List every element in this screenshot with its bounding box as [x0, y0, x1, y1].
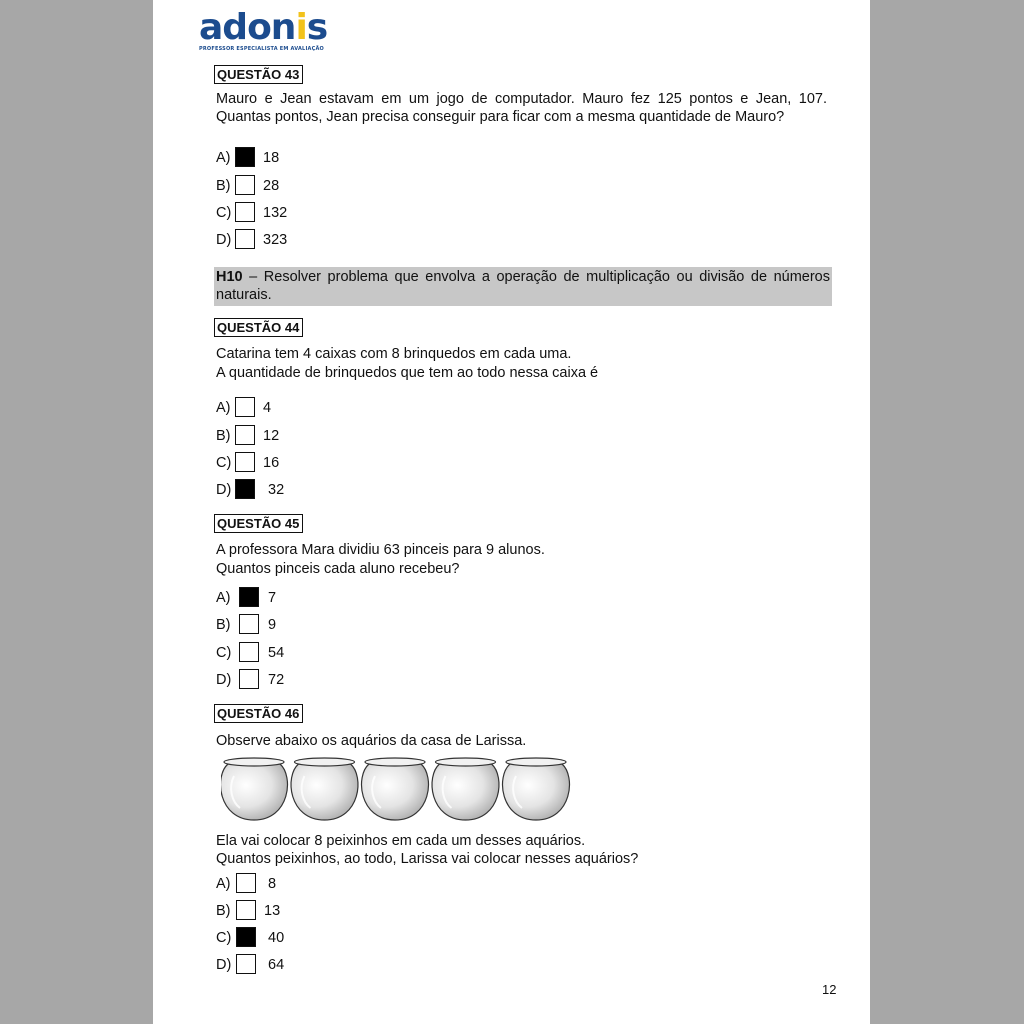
checkbox-marked[interactable]: [236, 927, 256, 947]
checkbox-empty[interactable]: [235, 229, 255, 249]
page-number: 12: [822, 982, 837, 997]
checkbox-marked[interactable]: [235, 147, 255, 167]
skill-code: H10: [216, 269, 243, 285]
aquariums-illustration: [221, 756, 573, 824]
question-45-text-line-2: Quantos pinceis cada aluno recebeu?: [216, 561, 460, 577]
aquarium-bowl-icon: [291, 758, 358, 820]
question-46-label: QUESTÃO 46: [214, 704, 303, 723]
checkbox-empty[interactable]: [235, 175, 255, 195]
aquarium-bowl-icon: [221, 758, 287, 820]
question-44-text-line-1: Catarina tem 4 caixas com 8 brinquedos em cada uma.: [216, 346, 572, 362]
question-45-label: QUESTÃO 45: [214, 514, 303, 533]
document-page: adonis PROFESSOR ESPECIALISTA EM AVALIAÇÃO QUESTÃO 43 Mauro e Jean estavam em um jogo de computador. Mauro fez 125 pontos e Jean, 107. Quantas pontos, Jean precisa conseguir para ficar com a mesma quantidade de Mauro? A) 18 B) 28 C) 132 D) 323 H10 – Resolver problema que envolva a operação de multiplicação ou divisão de números naturais. QUESTÃO 44 Catarina tem 4 caixas com 8 brinquedos em cada uma. A quantidade de brinquedos que tem ao todo nessa caixa é A) 4 B) 12 C) 16 D) 32 QUESTÃO 45 A professora Mara dividiu 63 pinceis para 9 alunos. Quantos pinceis cada aluno recebeu? A) 7 B) 9 C) 54 D) 72 QUESTÃO 46 Observe abaixo os aquários da casa de Larissa. Ela vai colocar 8 peixinhos em cada um desses aquários. Quantos peixinhos, ao todo, Larissa vai colocar nesses aquários? A) 8 B) 13 C) 40 D) 64 12: [153, 0, 870, 1024]
question-46-text-after-line-2: Quantos peixinhos, ao todo, Larissa vai colocar nesses aquários?: [216, 851, 639, 867]
checkbox-empty[interactable]: [235, 202, 255, 222]
question-43-text: Mauro e Jean estavam em um jogo de computador. Mauro fez 125 pontos e Jean, 107. Quantas pontos, Jean precisa conseguir para ficar com a mesma quantidade de Mauro?: [216, 91, 827, 125]
question-44-label: QUESTÃO 44: [214, 318, 303, 337]
logo-tagline: PROFESSOR ESPECIALISTA EM AVALIAÇÃO: [199, 46, 324, 52]
logo-wordmark: adonis: [199, 7, 328, 48]
checkbox-empty[interactable]: [235, 452, 255, 472]
aquarium-bowl-icon: [432, 758, 499, 820]
question-44-text-line-2: A quantidade de brinquedos que tem ao todo nessa caixa é: [216, 365, 599, 381]
checkbox-empty[interactable]: [235, 397, 255, 417]
aquarium-bowl-icon: [503, 758, 570, 820]
checkbox-empty[interactable]: [236, 954, 256, 974]
question-46-text-after-line-1: Ela vai colocar 8 peixinhos em cada um desses aquários.: [216, 833, 586, 849]
checkbox-empty[interactable]: [235, 425, 255, 445]
checkbox-empty[interactable]: [236, 873, 256, 893]
checkbox-marked[interactable]: [239, 587, 259, 607]
checkbox-empty[interactable]: [239, 614, 259, 634]
checkbox-empty[interactable]: [236, 900, 256, 920]
skill-descriptor: [214, 267, 832, 306]
adonis-logo: [199, 8, 327, 52]
question-46-text: Observe abaixo os aquários da casa de Larissa.: [216, 733, 527, 749]
question-45-text-line-1: A professora Mara dividiu 63 pinceis para 9 alunos.: [216, 542, 545, 558]
question-43-label: QUESTÃO 43: [214, 65, 303, 84]
checkbox-empty[interactable]: [239, 642, 259, 662]
aquarium-bowl-icon: [362, 758, 429, 820]
skill-text: – Resolver problema que envolva a operação de multiplicação ou divisão de números naturais.: [216, 269, 830, 303]
checkbox-marked[interactable]: [235, 479, 255, 499]
checkbox-empty[interactable]: [239, 669, 259, 689]
